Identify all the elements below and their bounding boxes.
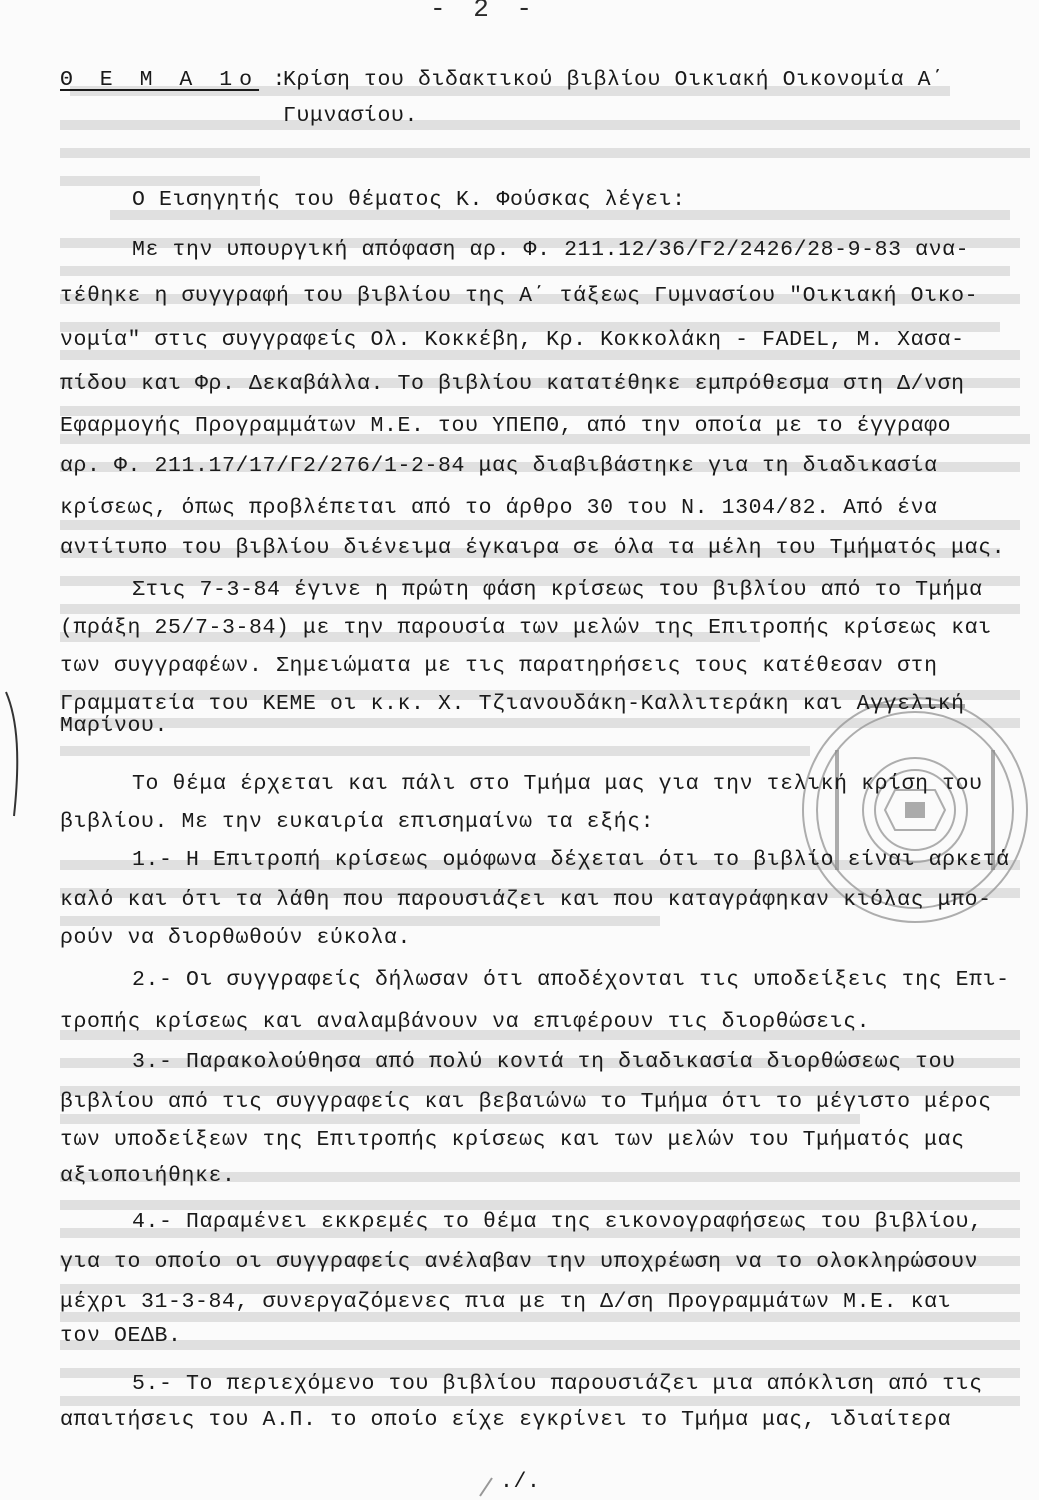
body-line: (πράξη 25/7-3-84) με την παρουσία των μελών της Επιτροπής κρίσεως και [60,616,992,640]
body-line: Μαρίνου. [60,714,169,738]
body-line: 1.- Η Επιτροπή κρίσεως ομόφωνα δέχεται ότι το βιβλίο είναι αρκετά [132,848,1010,872]
body-line: αρ. Φ. 211.17/17/Γ2/276/1-2-84 μας διαβιβάστηκε για τη διαδικασία [60,454,938,478]
body-line: αντίτυπο του βιβλίου διένειμα έγκαιρα σε όλα τα μέλη του Τμήματός μας. [60,536,1006,560]
body-line: Γραμματεία του ΚΕΜΕ οι κ.κ. Χ. Τζιανουδάκη-Καλλιτεράκη και Αγγελική [60,692,965,716]
body-line: κρίσεως, όπως προβλέπεται από το άρθρο 30 του Ν. 1304/82. Από ένα [60,496,938,520]
body-line: πίδου και Φρ. Δεκαβάλλα. Το βιβλίου κατατέθηκε εμπρόθεσμα στη Δ/νση [60,372,965,396]
body-line: 2.- Οι συγγραφείς δήλωσαν ότι αποδέχονται τις υποδείξεις της Επι- [132,968,1010,992]
body-line: μέχρι 31-3-84, συνεργαζόμενες πια με τη Δ/ση Προγραμμάτων Μ.Ε. και [60,1290,952,1314]
body-line: Με την υπουργική απόφαση αρ. Φ. 211.12/36/Γ2/2426/28-9-83 ανα- [132,238,970,262]
body-line: Ο Εισηγητής του θέματος Κ. Φούσκας λέγει: [132,188,686,212]
body-line: τον ΟΕΔΒ. [60,1324,182,1348]
body-line: Το θέμα έρχεται και πάλι στο Τμήμα μας για την τελική κρίση του [132,772,983,796]
topic-label: Θ Ε Μ Α 1ο [60,68,260,92]
body-line: των συγγραφέων. Σημειώματα με τις παρατηρήσεις τους κατέθεσαν στη [60,654,938,678]
body-line: τέθηκε η συγγραφή του βιβλίου της Α΄ τάξεως Γυμνασίου "Οικιακή Οικο- [60,284,979,308]
body-line: Εφαρμογής Προγραμμάτων Μ.Ε. του ΥΠΕΠΘ, από την οποία με το έγγραφο [60,414,952,438]
body-line: για το οποίο οι συγγραφείς ανέλαβαν την υποχρέωση να το ολοκληρώσουν [60,1250,979,1274]
topic-heading [60,66,286,94]
body-line: τροπής κρίσεως και αναλαμβάνουν να επιφέρουν τις διορθώσεις. [60,1010,871,1034]
topic-title-line-1: Κρίση του διδακτικού βιβλίου Οικιακή Οικονομία Α΄ [283,68,945,92]
body-line: 5.- Το περιεχόμενο του βιβλίου παρουσιάζει μια απόκλιση από τις [132,1372,983,1396]
body-line: ρούν να διορθωθούν εύκολα. [60,926,412,950]
body-line: των υποδείξεων της Επιτροπής κρίσεως και των μελών του Τμήματός μας [60,1128,965,1152]
page-number: - 2 - [430,0,539,24]
body-line: 3.- Παρακολούθησα από πολύ κοντά τη διαδικασία διορθώσεως του [132,1050,956,1074]
body-line: βιβλίου. Με την ευκαιρία επισημαίνω τα εξής: [60,810,655,834]
body-line: βιβλίου από τις συγγραφείς και βεβαιώνω το Τμήμα ότι το μέγιστο μέρος [60,1090,992,1114]
body-line: 4.- Παραμένει εκκρεμές το θέμα της εικονογραφήσεως του βιβλίου, [132,1210,983,1234]
body-line: αξιοποιήθηκε. [60,1164,236,1188]
body-line: νομία" στις συγγραφείς Ολ. Κοκκέβη, Κρ. Κοκκολάκη - FADEL, Μ. Χασα- [60,328,965,352]
topic-separator: : [272,68,287,92]
topic-title-line-2: Γυμνασίου. [283,104,419,128]
body-line: καλό και ότι τα λάθη που παρουσιάζει και που καταγράφηκαν κιόλας μπο- [60,888,992,912]
margin-bracket-mark [0,690,24,820]
continuation-mark: ./. [500,1470,541,1494]
body-line: απαιτήσεις του Α.Π. το οποίο είχε εγκρίνει το Τμήμα μας, ιδιαίτερα [60,1408,952,1432]
body-line: Στις 7-3-84 έγινε η πρώτη φάση κρίσεως του βιβλίου από το Τμήμα [132,578,983,602]
